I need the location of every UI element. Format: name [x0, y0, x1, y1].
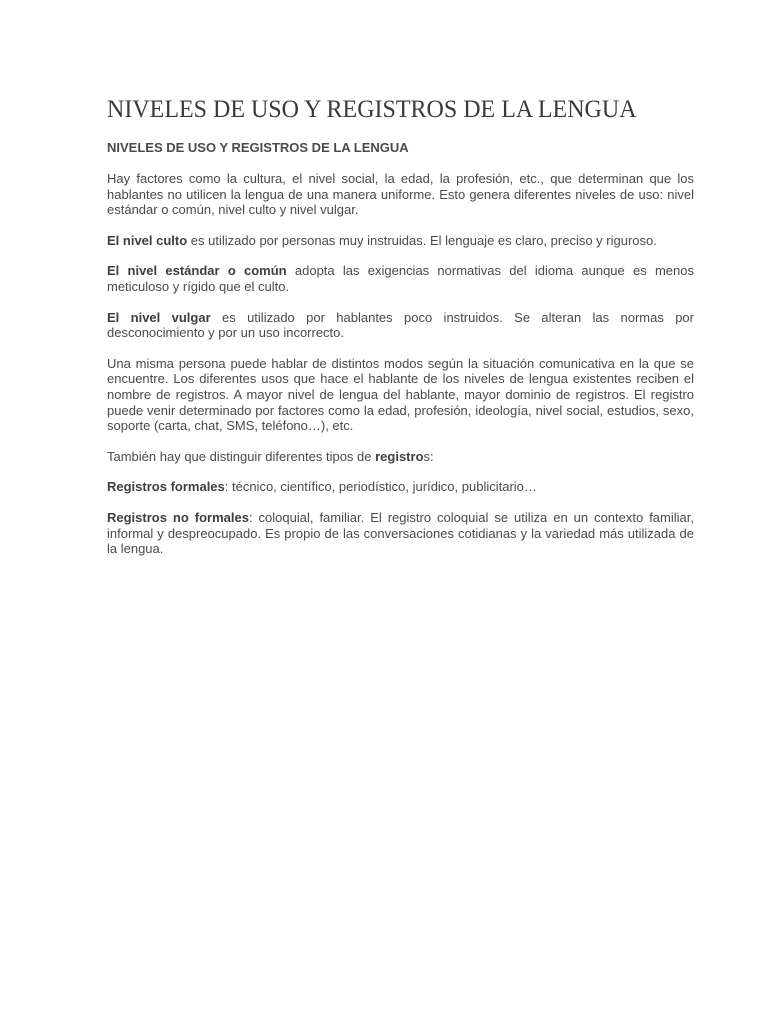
registros-paragraph: Una misma persona puede hablar de distintos modos según la situación comunicativa en la que se encuentre. Los diferentes usos que hace el hablante de los niveles de lengua existentes reciben el nombre de registros. A mayor nivel de lengua del hablante, mayor dominio de registros. El registro puede venir determinado por factores como la edad, profesión, ideología, nivel social, estudios, sexo, soporte (carta, chat, SMS, teléfono…), etc.: [107, 355, 694, 434]
registros-no-formales-text: : coloquial, familiar. El registro coloquial se utiliza en un contexto familiar, informal y despreocupado. Es propio de las conversaciones cotidianas y la variedad más utilizada de la lengua.: [107, 509, 694, 557]
document-title: NIVELES DE USO Y REGISTROS DE LA LENGUA: [107, 96, 637, 124]
nivel-culto-term: El nivel culto: [107, 232, 188, 248]
registros-formales-paragraph: [107, 479, 694, 495]
registros-no-formales-paragraph: [107, 510, 694, 557]
registros-formales-term: Registros formales: [107, 479, 225, 495]
nivel-culto-text: es utilizado por personas muy instruidas. El lenguaje es claro, preciso y riguroso.: [187, 232, 657, 248]
tipos-registro-before: También hay que distinguir diferentes tipos de: [107, 448, 376, 464]
tipos-registro-after: s:: [423, 448, 434, 464]
document-subtitle: NIVELES DE USO Y REGISTROS DE LA LENGUA: [107, 140, 409, 155]
nivel-vulgar-paragraph: [107, 310, 694, 341]
tipos-registro-bold: registro: [375, 448, 424, 464]
tipos-registro-paragraph: [107, 449, 694, 465]
intro-paragraph: Hay factores como la cultura, el nivel social, la edad, la profesión, etc., que determinan que los hablantes no utilicen la lengua de una manera uniforme. Esto genera diferentes niveles de uso: nivel estándar o común, nivel culto y nivel vulgar.: [107, 171, 694, 218]
document-page: [107, 95, 694, 572]
nivel-estandar-text: adopta las exigencias normativas del idioma aunque es menos meticuloso y rígido que el culto.: [107, 263, 694, 294]
nivel-vulgar-term: El nivel vulgar: [107, 309, 211, 325]
nivel-estandar-paragraph: [107, 263, 694, 294]
registros-formales-text: : técnico, científico, periodístico, jurídico, publicitario…: [224, 479, 537, 495]
nivel-vulgar-text: es utilizado por hablantes poco instruidos. Se alteran las normas por desconocimiento y por un uso incorrecto.: [107, 309, 694, 341]
nivel-estandar-term: El nivel estándar o común: [107, 263, 287, 279]
registros-no-formales-term: Registros no formales: [107, 509, 249, 525]
nivel-culto-paragraph: [107, 233, 694, 249]
